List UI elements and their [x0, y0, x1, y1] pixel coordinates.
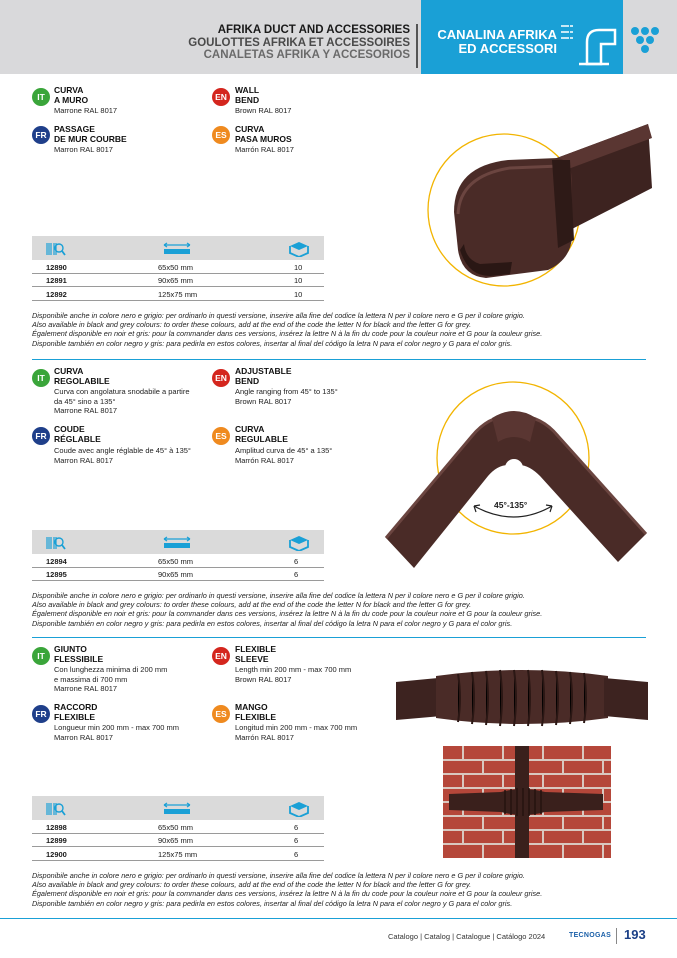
product-name-es — [235, 425, 288, 444]
category-banner — [421, 0, 623, 74]
row-code: 12900 — [46, 849, 67, 859]
table-header — [32, 796, 324, 820]
desc-line: e massima di 700 mm — [54, 674, 128, 684]
desc-line: Brown RAL 8017 — [235, 106, 292, 115]
name-line: GIUNTO — [54, 644, 87, 654]
name-line: MANGO — [235, 702, 268, 712]
footer-separator — [616, 928, 617, 944]
flag-it: IT — [32, 647, 50, 665]
ruler-size-icon — [162, 801, 192, 815]
table-row — [32, 260, 324, 274]
note-fr: Également disponible en noir et gris: pour la commander dans ces versions, insérez la lettre N à la fin du code pour la couleur noire et G pour la couleur grise. — [32, 889, 543, 899]
row-qty: 6 — [294, 836, 299, 845]
row-code: 12899 — [46, 836, 67, 845]
row-size: 90x65 mm — [158, 836, 194, 845]
category-line-1: CANALINA AFRIKA — [437, 27, 557, 42]
desc-line: Coude avec angle réglable de 45° à 135° — [54, 446, 191, 455]
product-table-1 — [32, 236, 324, 301]
angle-range-label: 45°-135° — [494, 500, 528, 510]
name-line: REGULABLE — [235, 433, 288, 444]
adjustable-bend-product-image — [380, 376, 652, 572]
duct-bend-icon — [559, 20, 617, 70]
package-quantity-icon — [288, 801, 310, 817]
ruler-size-icon — [162, 241, 192, 255]
note-es: Disponible también en color negro y gris: para pedirla en estos colores, insertar al final del código la letra N para el color negro y G para el color gris. — [32, 618, 513, 628]
product-name-en — [235, 367, 292, 386]
row-qty: 6 — [294, 849, 299, 859]
row-size: 65x50 mm — [158, 262, 194, 272]
table-row — [32, 274, 324, 288]
category-title — [437, 28, 557, 56]
row-qty: 6 — [294, 556, 299, 566]
name-line: WALL — [235, 85, 260, 95]
row-code: 12894 — [46, 556, 67, 566]
desc-line: Brown RAL 8017 — [235, 674, 292, 684]
name-line: ADJUSTABLE — [235, 366, 292, 376]
flexible-sleeve-product-image — [396, 668, 648, 728]
section-divider — [32, 637, 646, 638]
product-desc-es — [235, 446, 332, 465]
note-it: Disponibile anche in colore nero e grigio: per ordinarlo in questi versione, inserire alla fine del codice la lettera N per il colore nero e G per il colore grigio. — [32, 591, 525, 600]
table-row — [32, 834, 324, 848]
product-desc-en — [235, 106, 291, 116]
page-number: 193 — [624, 927, 646, 942]
note-en: Also available in black and grey colours: to order these colours, add at the end of the code the letter N for black and the letter G for grey. — [32, 880, 472, 890]
table-row — [32, 847, 324, 861]
flag-it: IT — [32, 88, 50, 106]
name-line: A MURO — [54, 94, 89, 105]
wall-bend-product-image — [420, 120, 660, 300]
table-header — [32, 236, 324, 260]
name-line: REGOLABILE — [54, 375, 110, 386]
page-header — [0, 0, 677, 74]
name-line: FLESSIBILE — [54, 653, 104, 664]
header-title-fr: GOULOTTES AFRIKA ET ACCESSOIRES — [188, 36, 410, 49]
flag-es: ES — [212, 705, 230, 723]
note-fr: Également disponible en noir et gris: pour la commander dans ces versions, insérez la lettre N à la fin du code pour la couleur noire et G pour la couleur grise. — [32, 609, 543, 619]
row-size: 65x50 mm — [158, 556, 194, 566]
product-name-it — [54, 86, 88, 105]
flag-es: ES — [212, 427, 230, 445]
flag-es: ES — [212, 126, 230, 144]
footer-divider — [0, 918, 677, 919]
product-desc-en — [235, 387, 338, 406]
row-size: 125x75 mm — [158, 289, 198, 299]
product-name-it — [54, 645, 103, 664]
desc-line: Marrón RAL 8017 — [235, 145, 294, 154]
package-quantity-icon — [288, 241, 310, 257]
product-desc-es — [235, 145, 294, 155]
desc-line: Marron RAL 8017 — [54, 145, 113, 154]
desc-line: Marrón RAL 8017 — [235, 455, 294, 465]
product-table-3 — [32, 796, 324, 861]
product-desc-fr — [54, 723, 179, 742]
note-en: Also available in black and grey colours: to order these colours, add at the end of the code the letter N for black and the letter G for grey. — [32, 600, 472, 610]
desc-line: da 45° sino a 135° — [54, 396, 116, 406]
name-line: CURVA — [54, 85, 84, 95]
product-desc-es — [235, 723, 357, 742]
section-divider — [32, 359, 646, 360]
product-desc-fr — [54, 446, 191, 465]
desc-line: Marron RAL 8017 — [54, 732, 113, 742]
flag-fr: FR — [32, 705, 50, 723]
color-availability-notes — [32, 311, 652, 348]
product-desc-it — [54, 387, 190, 416]
product-name-it — [54, 367, 110, 386]
package-quantity-icon — [288, 535, 310, 551]
row-code: 12895 — [46, 570, 67, 579]
row-size: 65x50 mm — [158, 822, 194, 832]
header-separator — [416, 24, 418, 68]
name-line: FLEXIBLE — [54, 711, 96, 722]
note-es: Disponible también en color negro y gris: para pedirla en estos colores, insertar al final del código la letra N para el color negro y G para el color gris. — [32, 898, 513, 908]
row-qty: 10 — [294, 276, 303, 285]
product-name-en — [235, 86, 259, 105]
table-row — [32, 820, 324, 834]
name-line: FLEXIBLE — [235, 711, 277, 722]
note-en: Also available in black and grey colours: to order these colours, add at the end of the code the letter N for black and the letter G for grey. — [32, 320, 472, 330]
flag-en: EN — [212, 369, 230, 387]
row-qty: 10 — [294, 262, 303, 272]
name-line: BEND — [235, 375, 260, 386]
row-qty: 6 — [294, 822, 299, 832]
name-line: COUDE — [54, 424, 85, 434]
desc-line: Marrone RAL 8017 — [54, 106, 118, 115]
product-desc-en — [235, 665, 351, 684]
desc-line: Curva con angolatura snodabile a partire — [54, 387, 190, 396]
catalog-footer-text: Catalogo | Catalog | Catalogue | Catálogo 2024 — [388, 932, 546, 941]
brand-dots-icon — [630, 26, 660, 54]
ruler-size-icon — [162, 535, 192, 549]
name-line: BEND — [235, 94, 260, 105]
desc-line: Marrone RAL 8017 — [54, 684, 118, 693]
name-line: PASSAGE — [54, 124, 95, 134]
flag-it: IT — [32, 369, 50, 387]
product-desc-it — [54, 665, 167, 694]
desc-line: Longueur min 200 mm - max 700 mm — [54, 723, 180, 732]
desc-line: Angle ranging from 45° to 135° — [235, 387, 338, 396]
product-name-es — [235, 125, 292, 144]
desc-line: Amplitud curva de 45° a 135° — [235, 446, 333, 455]
color-availability-notes — [32, 871, 652, 908]
header-title-en: AFRIKA DUCT AND ACCESSORIES — [217, 24, 410, 36]
desc-line: Marrón RAL 8017 — [235, 732, 294, 742]
row-qty: 6 — [294, 570, 299, 579]
product-table-2 — [32, 530, 324, 581]
desc-line: Marron RAL 8017 — [54, 455, 113, 465]
product-name-fr — [54, 125, 127, 144]
product-name-fr — [54, 425, 101, 444]
table-row — [32, 554, 324, 568]
barcode-search-icon — [46, 535, 66, 551]
name-line: CURVA — [235, 424, 265, 434]
note-es: Disponible también en color negro y gris: para pedirla en estos colores, insertar al final del código la letra N para el color negro y G para el color gris. — [32, 338, 513, 348]
product-name-es — [235, 703, 276, 722]
flag-fr: FR — [32, 427, 50, 445]
table-row — [32, 287, 324, 301]
name-line: CURVA — [54, 366, 84, 376]
desc-line: Brown RAL 8017 — [235, 396, 292, 406]
table-row — [32, 568, 324, 582]
note-fr: Également disponible en noir et gris: pour la commander dans ces versions, insérez la lettre N à la fin du code pour la couleur noire et G pour la couleur grise. — [32, 329, 543, 339]
product-name-fr — [54, 703, 97, 722]
flag-fr: FR — [32, 126, 50, 144]
desc-line: Length min 200 mm - max 700 mm — [235, 665, 352, 674]
product-desc-it — [54, 106, 117, 116]
barcode-search-icon — [46, 241, 66, 257]
name-line: SLEEVE — [235, 653, 269, 664]
desc-line: Con lunghezza minima di 200 mm — [54, 665, 168, 674]
row-size: 90x65 mm — [158, 276, 194, 285]
name-line: RÉGLABLE — [54, 433, 101, 444]
row-code: 12892 — [46, 289, 67, 299]
product-name-en — [235, 645, 276, 664]
desc-line: Marrone RAL 8017 — [54, 406, 118, 415]
color-availability-notes — [32, 591, 652, 628]
category-line-2: ED ACCESSORI — [458, 41, 557, 56]
row-code: 12890 — [46, 262, 67, 272]
brand-logo: TECNOGAS — [569, 932, 612, 939]
row-qty: 10 — [294, 289, 303, 299]
flag-en: EN — [212, 88, 230, 106]
header-title-es: CANALETAS AFRIKA Y ACCESORIOS — [203, 49, 410, 61]
barcode-search-icon — [46, 801, 66, 817]
brick-wall-installation-image — [443, 746, 611, 858]
name-line: DE MUR COURBE — [54, 133, 127, 144]
row-code: 12898 — [46, 822, 67, 832]
header-titles — [188, 24, 410, 62]
name-line: CURVA — [235, 124, 265, 134]
name-line: FLEXIBLE — [235, 644, 277, 654]
table-header — [32, 530, 324, 554]
note-it: Disponibile anche in colore nero e grigio: per ordinarlo in questi versione, inserire alla fine del codice la lettera N per il colore nero e G per il colore grigio. — [32, 311, 525, 320]
flag-en: EN — [212, 647, 230, 665]
desc-line: Longitud min 200 mm - max 700 mm — [235, 723, 358, 732]
name-line: RACCORD — [54, 702, 98, 712]
row-size: 90x65 mm — [158, 570, 194, 579]
row-size: 125x75 mm — [158, 849, 198, 859]
note-it: Disponibile anche in colore nero e grigio: per ordinarlo in questi versione, inserire alla fine del codice la lettera N per il colore nero e G per il colore grigio. — [32, 871, 525, 880]
product-desc-fr — [54, 145, 113, 155]
name-line: PASA MUROS — [235, 133, 292, 144]
row-code: 12891 — [46, 276, 67, 285]
